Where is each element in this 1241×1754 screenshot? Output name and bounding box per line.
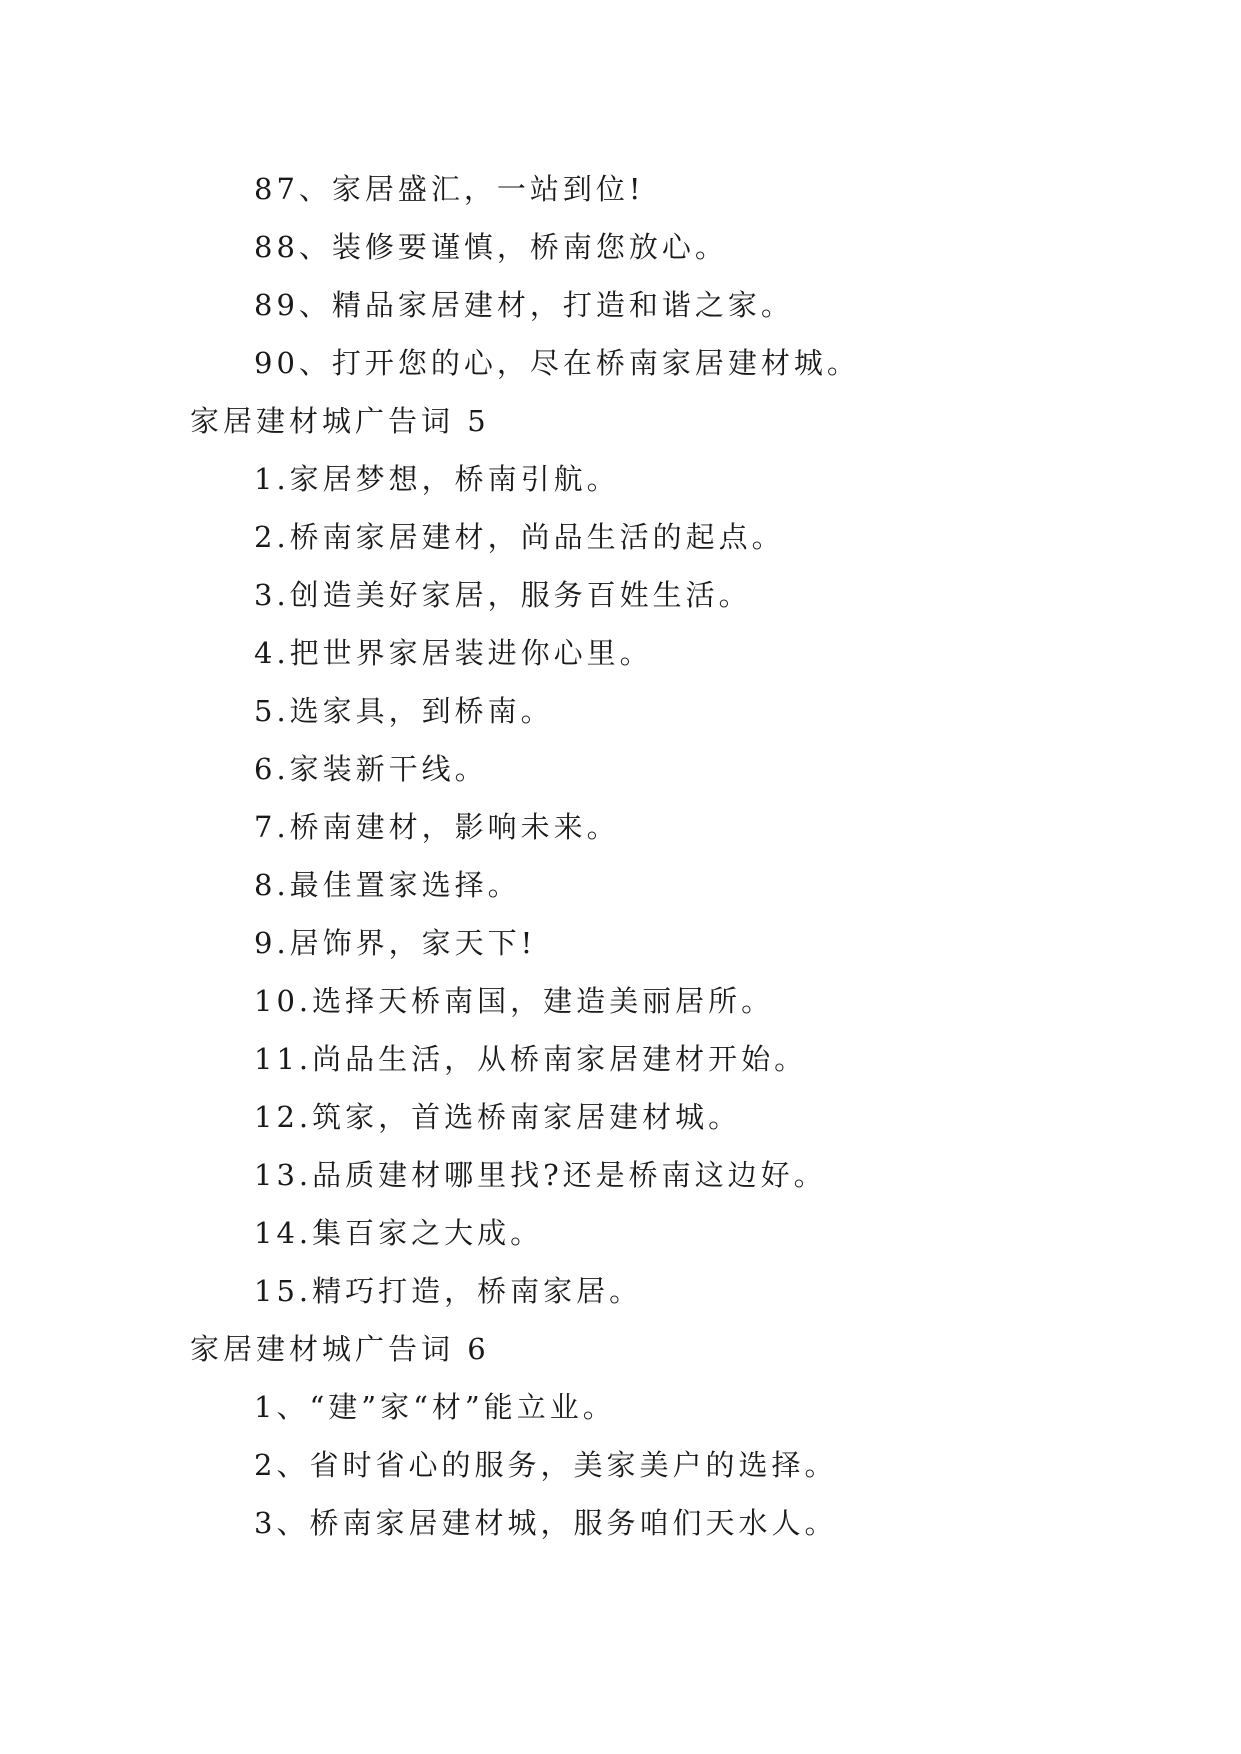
slogan-item: 1、“建”家“材”能立业。 — [254, 1390, 616, 1424]
slogan-item: 87、家居盛汇，一站到位! — [254, 172, 645, 206]
slogan-item: 14.集百家之大成。 — [254, 1216, 544, 1250]
slogan-item: 9.居饰界，家天下! — [254, 926, 537, 960]
slogan-item: 6.家装新干线。 — [254, 752, 488, 786]
slogan-item: 4.把世界家居装进你心里。 — [254, 636, 653, 670]
slogan-item: 13.品质建材哪里找?还是桥南这边好。 — [254, 1158, 827, 1192]
slogan-item: 5.选家具，到桥南。 — [254, 694, 554, 728]
slogan-item: 88、装修要谨慎，桥南您放心。 — [254, 230, 728, 264]
slogan-item: 7.桥南建材，影响未来。 — [254, 810, 620, 844]
document-body — [0, 160, 1241, 1552]
slogan-item: 2、省时省心的服务，美家美户的选择。 — [254, 1448, 838, 1482]
slogan-item: 89、精品家居建材，打造和谐之家。 — [254, 288, 794, 322]
section-heading: 家居建材城广告词 5 — [190, 404, 490, 438]
slogan-item: 11.尚品生活，从桥南家居建材开始。 — [254, 1042, 808, 1076]
slogan-item: 8.最佳置家选择。 — [254, 868, 521, 902]
slogan-item: 90、打开您的心，尽在桥南家居建材城。 — [254, 346, 860, 380]
slogan-item: 2.桥南家居建材，尚品生活的起点。 — [254, 520, 785, 554]
slogan-item: 3、桥南家居建材城，服务咱们天水人。 — [254, 1506, 838, 1540]
slogan-item: 1.家居梦想，桥南引航。 — [254, 462, 620, 496]
slogan-item: 10.选择天桥南国，建造美丽居所。 — [254, 984, 775, 1018]
slogan-item: 12.筑家，首选桥南家居建材城。 — [254, 1100, 742, 1134]
slogan-item: 15.精巧打造，桥南家居。 — [254, 1274, 643, 1308]
slogan-item: 3.创造美好家居，服务百姓生活。 — [254, 578, 752, 612]
section-heading: 家居建材城广告词 6 — [190, 1332, 490, 1366]
